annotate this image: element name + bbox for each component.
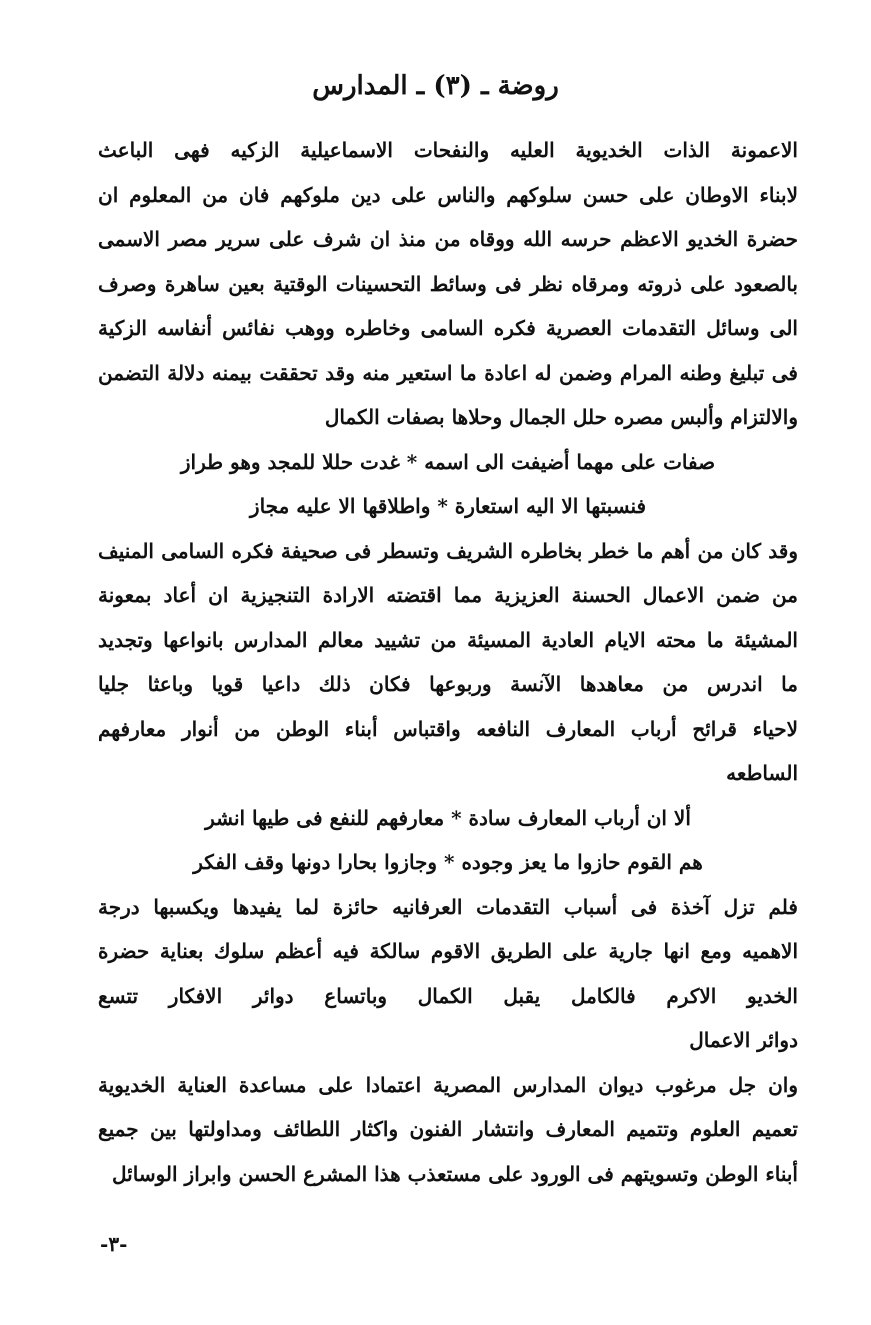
paragraph (98, 529, 798, 796)
page-number: -٣- (100, 1232, 128, 1256)
text-line: فلم تزل آخذة فى أسباب التقدمات العرفانيه حائزة لما يفيدها ويكسبها درجة (98, 894, 798, 919)
text-line: لاحياء قرائح أرباب المعارف النافعه واقتباس أبناء الوطن من أنوار معارفهم (98, 716, 798, 741)
text-line: فى تبليغ وطنه المرام وضمن له اعادة ما استعير منه وقد تحققت بيمنه دلالة التضمن (98, 360, 798, 385)
paragraph (98, 128, 798, 440)
text-line: من ضمن الاعمال الحسنة العزيزية مما اقتضته الارادة التنجيزية ان أعاد بمعونة (98, 583, 798, 607)
text-line: وقد كان من أهم ما خطر بخاطره الشريف وتسطر فى صحيفة فكره السامى المنيف (98, 538, 798, 563)
verse-line: صفات على مهما أضيفت الى اسمه * غدت حللا للمجد وهو طراز (180, 449, 716, 474)
text-line: الاهميه ومع انها جارية على الطريق الاقوم سالكة فيه أعظم سلوك بعناية حضرة (98, 939, 798, 963)
main-text (98, 128, 798, 1196)
paragraph (98, 1063, 798, 1197)
text-line: حضرة الخديو الاعظم حرسه الله ووقاه من منذ ان شرف على سرير مصر الاسمى (98, 227, 798, 251)
text-line: المشيئة ما محته الايام العادية المسيئة من تشييد معالم المدارس بانواعها وتجديد (98, 627, 798, 652)
text-line: تعميم العلوم وتتميم المعارف وانتشار الفنون واكثار اللطائف ومداولتها بين جميع (98, 1117, 798, 1141)
verse-line: فنسبتها الا اليه استعارة * واطلاقها الا عليه مجاز (249, 494, 647, 518)
verse-line: ألا ان أرباب المعارف سادة * معارفهم للنفع فى طيها انشر (205, 805, 691, 830)
text-line: بالصعود على ذروته ومرقاه نظر فى وسائط التحسينات الوقتية بعين ساهرة وصرف (98, 271, 798, 296)
running-header: روضة ـ (٣) ـ المدارس (312, 71, 559, 101)
verse-line: هم القوم حازوا ما يعز وجوده * وجازوا بحارا دونها وقف الفكر (193, 850, 703, 874)
text-line: والالتزام وألبس مصره حلل الجمال وحلاها بصفات الكمال (324, 405, 798, 429)
text-line: الاعمونة الذات الخديوية العليه والنفحات الاسماعيلية الزكيه فهى الباعث (98, 138, 798, 162)
verse-block (98, 440, 798, 529)
text-line: الى وسائل التقدمات العصرية فكره السامى وخاطره ووهب نفائس أنفاسه الزكية (98, 316, 798, 340)
text-line: ما اندرس من معاهدها الآنسة وربوعها فكان ذلك داعيا قويا وباعثا جليا (98, 672, 798, 696)
text-line: أبناء الوطن وتسويتهم فى الورود على مستعذب هذا المشرع الحسن وابراز الوسائل (112, 1161, 798, 1186)
text-line: الساطعه (726, 761, 798, 785)
text-line: وان جل مرغوب ديوان المدارس المصرية اعتمادا على مساعدة العناية الخديوية (98, 1072, 798, 1097)
text-line: لابناء الاوطان على حسن سلوكهم والناس على دين ملوكهم فان من المعلوم ان (98, 182, 798, 207)
verse-block (98, 796, 798, 885)
text-line: دوائر الاعمال (689, 1028, 798, 1052)
text-line: الخديو الاكرم فالكامل يقبل الكمال وباتساع دوائر الافكار تتسع (98, 983, 798, 1008)
paragraph (98, 885, 798, 1063)
